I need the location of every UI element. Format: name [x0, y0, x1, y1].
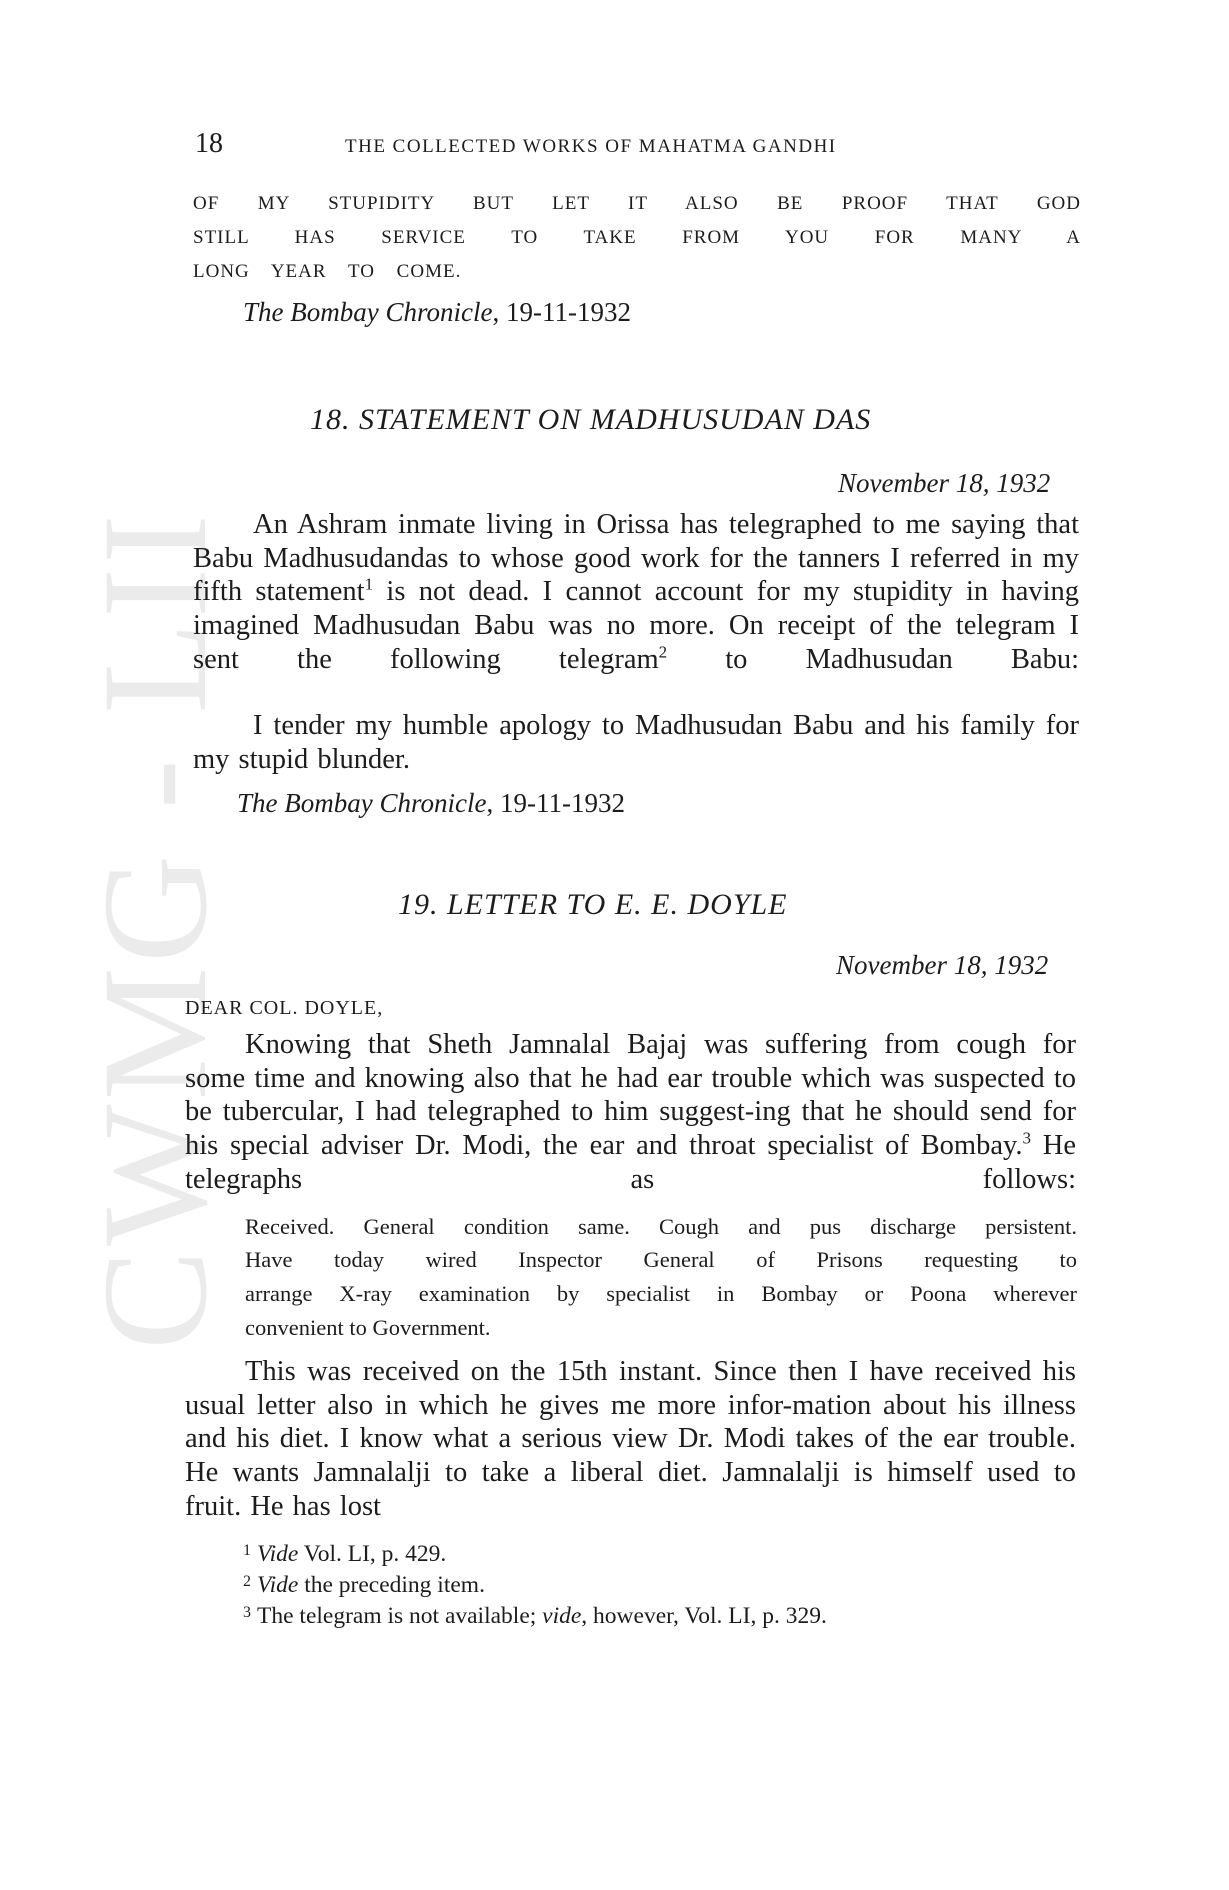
source-publication: The Bombay Chronicle: [237, 788, 487, 818]
body-paragraph: This was received on the 15th instant. Since then I have received his usual letter also in which he gives me more infor-mation about his illness and his diet. I know what a serious view Dr. Modi takes of the ear trouble. He wants Jamnalalji to take a liberal diet. Jamnalalji is himself used to fruit. He has lost: [185, 1356, 1076, 1522]
footnote-marker: 2: [243, 1573, 251, 1590]
source-citation: [237, 788, 625, 819]
footnote-marker: 1: [243, 1542, 251, 1559]
body-paragraph: Knowing that Sheth Jamnalal Bajaj was suffering from cough for some time and knowing also that he had ear trouble which was suspected to be tubercular, I had telegraphed to him suggest-ing that he should send for his special adviser Dr. Modi, the ear and throat specialist of Bombay.$^3$ He telegraphs as follows:: [185, 1029, 1076, 1195]
page-number: 18: [195, 128, 223, 159]
footnote: $^3$ The telegram is not available; vide, however, Vol. LI, p. 329.: [243, 1603, 827, 1629]
source-date: , 19-11-1932: [486, 788, 625, 818]
dateline: November 18, 1932: [838, 468, 1051, 498]
section-title: 19. LETTER TO E. E. DOYLE: [398, 888, 788, 921]
footnote: $^2$ Vide the preceding item.: [243, 1572, 485, 1598]
source-citation: [243, 297, 631, 328]
section-title: 18. STATEMENT ON MADHUSUDAN DAS: [310, 403, 872, 436]
telegram-quote-line: Received. General condition same. Cough and pus discharge persistent.: [245, 1214, 1077, 1239]
salutation: DEAR COL. DOYLE,: [185, 997, 384, 1019]
quoted-telegram: I tender my humble apology to Madhusudan Babu and his family for my stupid blunder.: [193, 710, 1079, 775]
footnote-ref: 1: [364, 574, 374, 594]
telegram-caps-line: STILL HAS SERVICE TO TAKE FROM YOU FOR MANY A: [193, 227, 1081, 248]
source-date: , 19-11-1932: [492, 297, 631, 327]
telegram-caps-line: LONG YEAR TO COME.: [193, 261, 462, 282]
source-publication: The Bombay Chronicle: [243, 297, 493, 327]
telegram-quote-line: arrange X-ray examination by specialist in Bombay or Poona wherever: [245, 1281, 1077, 1306]
running-head: THE COLLECTED WORKS OF MAHATMA GANDHI: [345, 136, 837, 157]
body-paragraph: An Ashram inmate living in Orissa has telegraphed to me saying that Babu Madhusudandas to whose good work for the tanners I referred in my fifth statement$^1$ is not dead. I cannot account for my stupidity in having imagined Madhusudan Babu was no more. On receipt of the telegram I sent the following telegram$^2$ to Madhusudan Babu:: [193, 509, 1080, 675]
footnote-ref: 2: [658, 642, 668, 662]
footnote-ref: 3: [1022, 1128, 1031, 1148]
footnote-marker: 3: [243, 1604, 251, 1621]
footnote: $^1$ Vide Vol. LI, p. 429.: [243, 1541, 447, 1567]
telegram-caps-line: OF MY STUPIDITY BUT LET IT ALSO BE PROOF THAT GOD: [193, 193, 1081, 214]
telegram-quote-line: convenient to Government.: [245, 1315, 491, 1340]
dateline: November 18, 1932: [836, 950, 1049, 980]
watermark: CWMG - LII: [72, 510, 238, 1350]
telegram-quote-line: Have today wired Inspector General of Prisons requesting to: [245, 1247, 1077, 1272]
